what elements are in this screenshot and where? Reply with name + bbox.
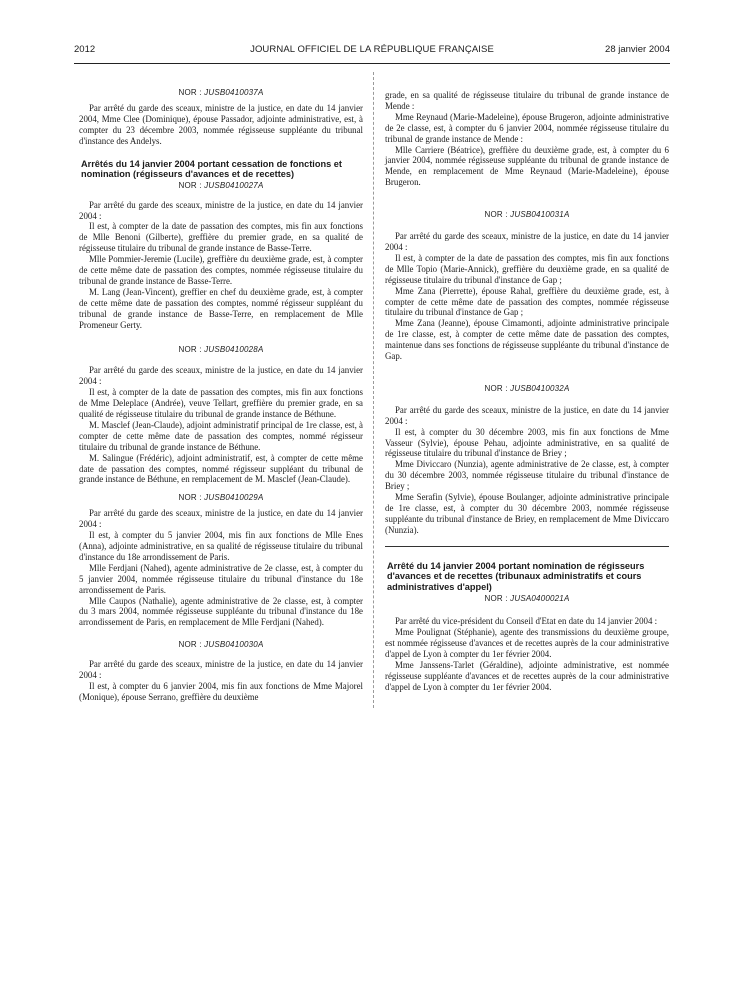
section-title: Arrêtés du 14 janvier 2004 portant cessation de fonctions et nomination (régisseurs d'avances et de recettes) [81, 158, 342, 180]
paragraph: Il est, à compter de la date de passation des comptes, mis fin aux fonctions de Mlle Topio (Marie-Annick), greffière du deuxième grade, en sa qualité de régisseuse titulaire du tribunal d'instance de Gap ; [385, 252, 669, 285]
paragraph: Mlle Carriere (Béatrice), greffière du deuxième grade, est, à compter du 6 janvier 2004, nommée régisseuse suppléante du tribunal de grande instance de Mende, en remplacement de Mme Reynaud (Marie-Madeleine), épouse Brugeron. [385, 144, 669, 188]
paragraph: Il est, à compter du 30 décembre 2003, mis fin aux fonctions de Mme Vasseur (Sylvie), épouse Pehau, adjointe administrative, en sa qualité de régisseuse titulaire du tribunal d'instance de Briey ; [385, 426, 669, 459]
paragraph: Mme Zana (Pierrette), épouse Rahal, greffière du deuxième grade, est, à compter de cette même date de passation des comptes, nommée régisseuse titulaire du tribunal d'instance de Gap ; [385, 285, 669, 318]
paragraph: Par arrêté du garde des sceaux, ministre de la justice, en date du 14 janvier 2004 : [385, 231, 669, 252]
paragraph: Mme Reynaud (Marie-Madeleine), épouse Brugeron, adjointe administrative de 2e classe, est, à compter du 6 janvier 2004, nommée régisseuse titulaire du tribunal de grande instance de Mende : [385, 111, 669, 144]
nor-reference: NOR : JUSB0410028A [178, 344, 264, 354]
paragraph: Par arrêté du garde des sceaux, ministre de la justice, en date du 14 janvier 2004 : [79, 365, 363, 387]
paragraph: Mme Janssens-Tarlet (Géraldine), adjointe administrative, est nommée régisseuse suppléante d'avances et de recettes auprès de la cour administrative d'appel de Lyon à compter du 1er février 2004. [385, 660, 669, 692]
nor-reference: NOR : JUSB0410031A [484, 210, 570, 220]
journal-title: JOURNAL OFFICIEL DE LA RÉPUBLIQUE FRANÇAISE [250, 44, 494, 55]
column-divider [373, 72, 374, 708]
paragraph: Mlle Caupos (Nathalie), agente administrative de 2e classe, est, à compter du 3 mars 2004, nommée régisseuse suppléante du tribunal d'instance du 18e arrondissement de Paris, en remplacement de Mlle Ferdjani (Nahed). [79, 595, 363, 628]
paragraph: M. Lang (Jean-Vincent), greffier en chef du deuxième grade, est, à compter de cette même date de passation des comptes, nommé régisseur suppléant du tribunal de grande instance de Basse-Terre, en remplacement de Mlle Promeneur Gerty. [79, 286, 363, 330]
paragraph: Par arrêté du garde des sceaux, ministre de la justice, en date du 14 janvier 2004 : [79, 199, 363, 221]
page-header [74, 44, 670, 60]
paragraph: Il est, à compter de la date de passation des comptes, mis fin aux fonctions de Mlle Benoni (Gilberte), greffière du premier grade, en sa qualité de régisseuse titulaire du tribunal de grande instance de Basse-Terre. [79, 221, 363, 254]
left-column [79, 88, 363, 703]
issue-date: 28 janvier 2004 [605, 44, 670, 55]
paragraph: Mlle Ferdjani (Nahed), agente administrative de 2e classe, est, à compter du 5 janvier 2004, nommée régisseuse titulaire du tribunal d'instance du 18e arrondissement de Paris. [79, 562, 363, 595]
nor-reference: NOR : JUSB0410032A [484, 383, 570, 393]
section-title: Arrêté du 14 janvier 2004 portant nomination de régisseurs d'avances et de recettes (tribunaux administratifs et cours administratives d'appel) [387, 560, 645, 592]
nor-reference: NOR : JUSB0410027A [178, 180, 264, 190]
paragraph: Il est, à compter du 5 janvier 2004, mis fin aux fonctions de Mlle Enes (Anna), adjointe administrative, en sa qualité de régisseuse titulaire du tribunal d'instance du 18e arrondissement de Paris. [79, 530, 363, 562]
paragraph: Par arrêté du garde des sceaux, ministre de la justice, en date du 14 janvier 2004 : [79, 508, 363, 530]
paragraph: Il est, à compter du 6 janvier 2004, mis fin aux fonctions de Mme Majorel (Monique), épouse Serrano, greffière du deuxième [79, 680, 363, 702]
paragraph: Par arrêté du garde des sceaux, ministre de la justice, en date du 14 janvier 2004, Mme Clee (Dominique), épouse Passador, adjointe administrative, est, à compter du 23 décembre 2003, nommée régisseuse suppléante du tribunal d'instance des Andelys. [79, 102, 363, 146]
paragraph: Il est, à compter de la date de passation des comptes, mis fin aux fonctions de Mme Deleplace (Andrée), veuve Tellart, greffière du premier grade, en sa qualité de régisseuse titulaire du tribunal de grande instance de Béthune. [79, 387, 363, 420]
right-column [385, 90, 669, 693]
header-rule [74, 63, 670, 64]
paragraph: M. Masclef (Jean-Claude), adjoint administratif principal de 1re classe, est, à compter de cette même date de passation des comptes, nommé régisseur titulaire du tribunal de grande instance de Béthune. [79, 419, 363, 452]
paragraph: M. Salingue (Frédéric), adjoint administratif, est, à compter de cette même date de passation des comptes, nommé régisseur suppléant du tribunal de grande instance de Béthune, en remplacement de M. Masclef (Jean-Claude). [79, 452, 363, 485]
paragraph: Mme Poulignat (Stéphanie), agente des transmissions du deuxième groupe, est nommée régisseuse d'avances et de recettes auprès de la cour administrative d'appel de Lyon à compter du 1er février 2004. [385, 627, 669, 660]
paragraph: Mme Zana (Jeanne), épouse Cimamonti, adjointe administrative principale de 1re classe, est, à compter de cette même date de passation des comptes, maintenue dans ses fonctions de régisseuse suppléante du tribunal d'instance de Gap. [385, 318, 669, 362]
nor-reference: NOR : JUSB0410029A [178, 493, 264, 503]
nor-reference: NOR : JUSB0410037A [178, 88, 264, 97]
paragraph: grade, en sa qualité de régisseuse titulaire du tribunal de grande instance de Mende : [385, 90, 669, 111]
paragraph: Mlle Pommier-Jeremie (Lucile), greffière du deuxième grade, est, à compter de cette même date de passation des comptes, nommée régisseuse titulaire du tribunal de grande instance de Basse-Terre. [79, 254, 363, 286]
nor-reference: NOR : JUSA0400021A [484, 593, 570, 603]
paragraph: Mme Serafin (Sylvie), épouse Boulanger, adjointe administrative principale de 1re classe, est, à compter du 30 décembre 2003, nommée régisseuse suppléante du tribunal d'instance de Briey, en remplacement de Mme Diviccaro (Nunzia). [385, 492, 669, 535]
paragraph: Par arrêté du garde des sceaux, ministre de la justice, en date du 14 janvier 2004 : [79, 659, 363, 681]
nor-reference: NOR : JUSB0410030A [178, 640, 264, 650]
paragraph: Par arrêté du vice-président du Conseil d'Etat en date du 14 janvier 2004 : [395, 616, 658, 627]
page-number: 2012 [74, 44, 96, 55]
paragraph: Mme Diviccaro (Nunzia), agente administrative de 2e classe, est, à compter du 30 décembre 2003, nommée régisseuse titulaire du tribunal d'instance de Briey ; [385, 459, 669, 492]
paragraph: Par arrêté du garde des sceaux, ministre de la justice, en date du 14 janvier 2004 : [385, 404, 669, 426]
